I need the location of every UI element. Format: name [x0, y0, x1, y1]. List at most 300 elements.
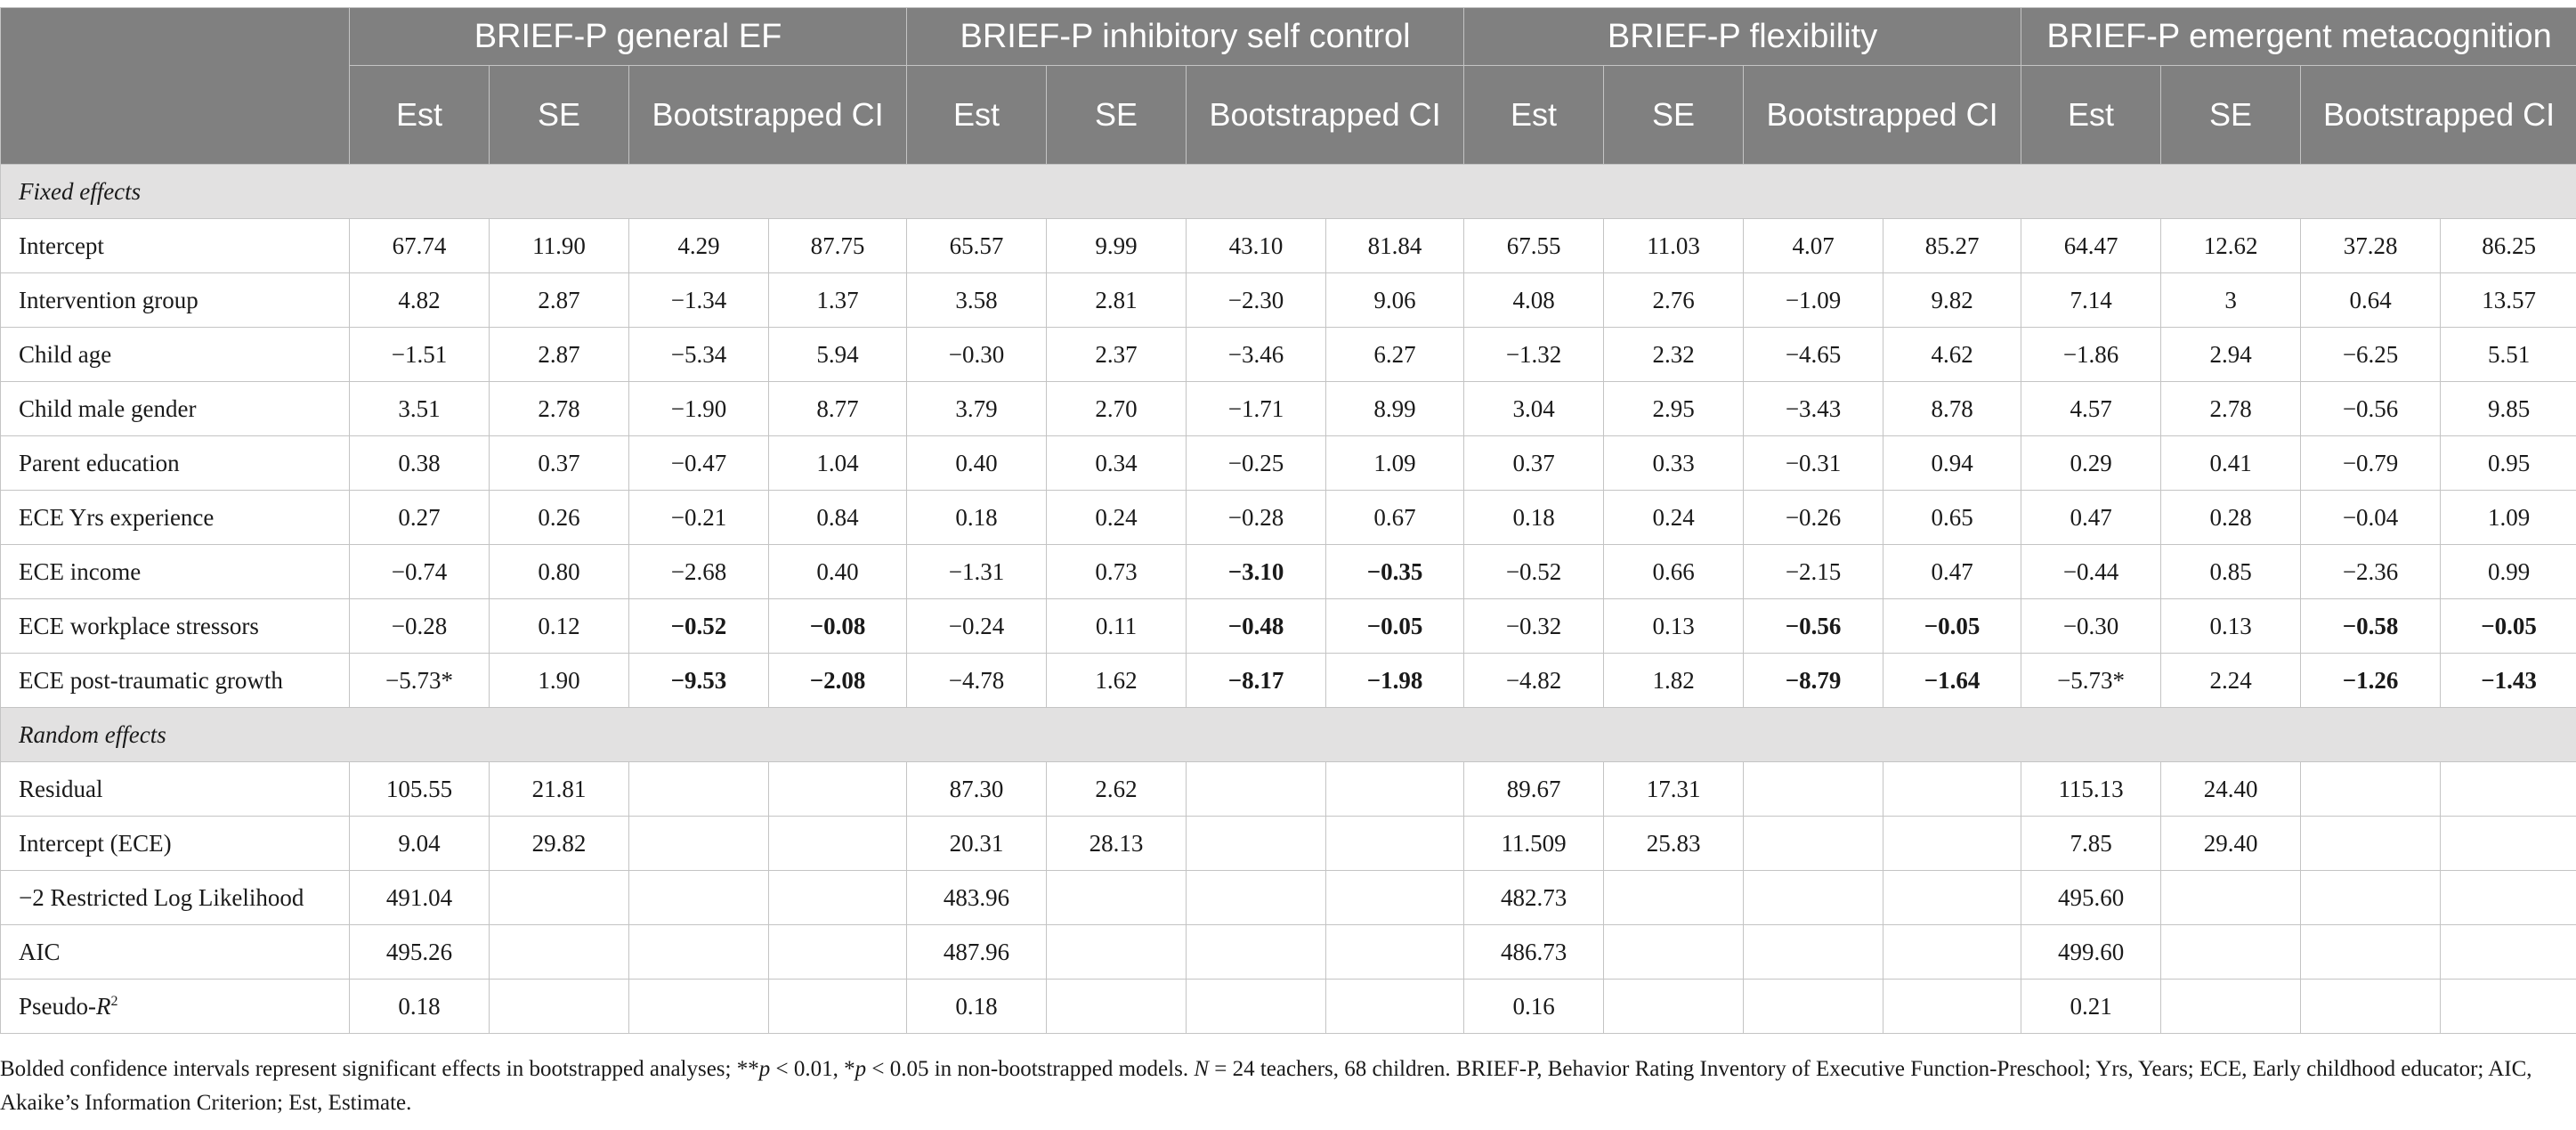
table-cell: −5.34: [629, 328, 769, 382]
table-cell: 0.34: [1047, 436, 1187, 491]
table-cell: −0.52: [629, 599, 769, 654]
results-table: [0, 7, 2576, 1034]
table-row: [1, 762, 2576, 817]
table-row: [1, 436, 2576, 491]
table-cell: 43.10: [1187, 219, 1326, 273]
row-label-text: Pseudo-: [19, 992, 96, 1020]
table-cell: −2.36: [2301, 545, 2441, 599]
table-cell: 0.41: [2161, 436, 2301, 491]
table-cell: −1.32: [1464, 328, 1604, 382]
table-cell: 8.78: [1883, 382, 2021, 436]
table-cell: 2.24: [2161, 654, 2301, 708]
table-cell: −0.05: [2441, 599, 2576, 654]
table-cell: −0.35: [1326, 545, 1464, 599]
table-cell: [769, 817, 907, 871]
table-cell: 87.75: [769, 219, 907, 273]
table-cell: −0.52: [1464, 545, 1604, 599]
table-cell: 0.13: [2161, 599, 2301, 654]
table-cell: [629, 762, 769, 817]
table-cell: 1.82: [1604, 654, 1744, 708]
row-label: [1, 219, 350, 273]
table-cell: 5.94: [769, 328, 907, 382]
table-cell: 0.65: [1883, 491, 2021, 545]
row-label-superscript: 2: [110, 993, 118, 1009]
table-cell: 5.51: [2441, 328, 2576, 382]
table-cell: [490, 871, 629, 925]
table-cell: 28.13: [1047, 817, 1187, 871]
table-cell: −4.82: [1464, 654, 1604, 708]
table-cell: −5.73*: [350, 654, 490, 708]
table-cell: 0.18: [907, 980, 1047, 1034]
table-cell: −1.71: [1187, 382, 1326, 436]
section-row-random: [1, 708, 2576, 762]
table-cell: 64.47: [2021, 219, 2161, 273]
table-cell: −4.65: [1744, 328, 1883, 382]
table-cell: 8.99: [1326, 382, 1464, 436]
table-cell: [1326, 925, 1464, 980]
table-cell: 2.78: [490, 382, 629, 436]
table-cell: [2441, 980, 2576, 1034]
table-cell: −1.51: [350, 328, 490, 382]
table-cell: [1187, 817, 1326, 871]
section-title: Random effects: [1, 708, 2576, 762]
table-cell: 9.82: [1883, 273, 2021, 328]
table-cell: 0.95: [2441, 436, 2576, 491]
table-cell: [1744, 762, 1883, 817]
table-cell: 3.58: [907, 273, 1047, 328]
table-cell: −0.56: [2301, 382, 2441, 436]
table-cell: −1.26: [2301, 654, 2441, 708]
col-header-se: SE: [1604, 66, 1744, 165]
table-cell: 3.51: [350, 382, 490, 436]
row-label-text: Child age: [19, 340, 112, 368]
row-label-text: Residual: [19, 775, 103, 802]
table-row: [1, 599, 2576, 654]
table-row: [1, 817, 2576, 871]
table-cell: [1187, 871, 1326, 925]
table-cell: 2.94: [2161, 328, 2301, 382]
table-cell: −5.73*: [2021, 654, 2161, 708]
footnote-text: < 0.01, *: [770, 1057, 855, 1081]
row-label-text: Intercept (ECE): [19, 829, 172, 857]
table-cell: 0.66: [1604, 545, 1744, 599]
table-cell: −0.56: [1744, 599, 1883, 654]
row-label-italic: R: [96, 992, 111, 1020]
table-row: [1, 980, 2576, 1034]
table-cell: 2.95: [1604, 382, 1744, 436]
table-cell: [629, 925, 769, 980]
table-cell: −0.30: [2021, 599, 2161, 654]
table-row: [1, 654, 2576, 708]
table-cell: 9.99: [1047, 219, 1187, 273]
table-cell: [2441, 762, 2576, 817]
row-label: [1, 273, 350, 328]
table-row: [1, 871, 2576, 925]
row-label-text: ECE post-traumatic growth: [19, 666, 283, 694]
table-cell: 0.85: [2161, 545, 2301, 599]
table-cell: −0.44: [2021, 545, 2161, 599]
table-cell: 0.26: [490, 491, 629, 545]
table-cell: 483.96: [907, 871, 1047, 925]
table-cell: 20.31: [907, 817, 1047, 871]
table-cell: 86.25: [2441, 219, 2576, 273]
col-header-ci: Bootstrapped CI: [1187, 66, 1464, 165]
group-header: BRIEF-P inhibitory self control: [907, 8, 1464, 66]
table-cell: 0.18: [350, 980, 490, 1034]
table-cell: [2301, 762, 2441, 817]
table-cell: 0.94: [1883, 436, 2021, 491]
table-cell: −1.31: [907, 545, 1047, 599]
table-cell: 24.40: [2161, 762, 2301, 817]
table-cell: [2161, 925, 2301, 980]
table-cell: −0.28: [350, 599, 490, 654]
table-cell: [1047, 980, 1187, 1034]
footnote-text: Bolded confidence intervals represent significant effects in bootstrapped analyses; **: [0, 1057, 759, 1081]
table-cell: −2.30: [1187, 273, 1326, 328]
table-row: [1, 545, 2576, 599]
col-header-se: SE: [490, 66, 629, 165]
col-header-ci: Bootstrapped CI: [629, 66, 907, 165]
table-cell: 482.73: [1464, 871, 1604, 925]
table-cell: 2.87: [490, 328, 629, 382]
table-row: [1, 491, 2576, 545]
footnote-text: = 24 teachers, 68 children. BRIEF-P, Behavior Rating Inventory of Executive Function-Preschool; Yrs, Years; ECE, Early childhood educator; AIC, Akaike’s Information Criterion; Est, Estimate.: [0, 1057, 2532, 1115]
table-cell: [2441, 871, 2576, 925]
table-cell: −1.86: [2021, 328, 2161, 382]
col-header-est: Est: [2021, 66, 2161, 165]
row-label-text: Intervention group: [19, 286, 198, 313]
table-cell: 0.38: [350, 436, 490, 491]
table-cell: [769, 762, 907, 817]
table-cell: 2.37: [1047, 328, 1187, 382]
table-cell: 0.13: [1604, 599, 1744, 654]
table-cell: −0.32: [1464, 599, 1604, 654]
row-label: [1, 382, 350, 436]
row-label-text: Intercept: [19, 232, 104, 259]
table-cell: [490, 925, 629, 980]
table-cell: 0.21: [2021, 980, 2161, 1034]
table-cell: 1.62: [1047, 654, 1187, 708]
table-cell: −0.08: [769, 599, 907, 654]
table-cell: 2.32: [1604, 328, 1744, 382]
table-cell: −0.24: [907, 599, 1047, 654]
table-cell: 491.04: [350, 871, 490, 925]
table-cell: 67.55: [1464, 219, 1604, 273]
table-cell: [2301, 871, 2441, 925]
table-cell: 0.18: [1464, 491, 1604, 545]
table-cell: 495.60: [2021, 871, 2161, 925]
table-cell: [769, 871, 907, 925]
table-cell: 37.28: [2301, 219, 2441, 273]
table-cell: 11.90: [490, 219, 629, 273]
table-cell: −0.21: [629, 491, 769, 545]
table-cell: [1604, 980, 1744, 1034]
table-cell: −1.98: [1326, 654, 1464, 708]
col-header-est: Est: [1464, 66, 1604, 165]
footnote-p: p: [758, 1057, 771, 1081]
row-label: [1, 817, 350, 871]
table-cell: 3.04: [1464, 382, 1604, 436]
row-label-text: Parent education: [19, 449, 180, 476]
table-cell: 8.77: [769, 382, 907, 436]
table-cell: 0.28: [2161, 491, 2301, 545]
table-cell: 0.64: [2301, 273, 2441, 328]
footnote-p: p: [855, 1057, 867, 1081]
table-cell: 4.08: [1464, 273, 1604, 328]
table-cell: 0.47: [2021, 491, 2161, 545]
table-cell: −0.25: [1187, 436, 1326, 491]
table-row: [1, 219, 2576, 273]
table-body: [1, 165, 2576, 1034]
row-label-text: ECE Yrs experience: [19, 503, 215, 531]
table-cell: 1.09: [1326, 436, 1464, 491]
table-cell: 0.84: [769, 491, 907, 545]
row-label-text: ECE income: [19, 557, 142, 585]
table-cell: 1.37: [769, 273, 907, 328]
table-cell: −0.28: [1187, 491, 1326, 545]
col-header-se: SE: [2161, 66, 2301, 165]
row-label-text: −2 Restricted Log Likelihood: [19, 883, 304, 911]
row-label: [1, 762, 350, 817]
table-cell: 65.57: [907, 219, 1047, 273]
table-cell: 9.04: [350, 817, 490, 871]
row-label: [1, 980, 350, 1034]
table-cell: [629, 871, 769, 925]
table-cell: 21.81: [490, 762, 629, 817]
table-cell: 4.07: [1744, 219, 1883, 273]
table-cell: 2.76: [1604, 273, 1744, 328]
table-header: [1, 8, 2576, 165]
table-cell: 3: [2161, 273, 2301, 328]
table-cell: 2.87: [490, 273, 629, 328]
table-cell: 2.70: [1047, 382, 1187, 436]
table-cell: 9.85: [2441, 382, 2576, 436]
group-header: BRIEF-P flexibility: [1464, 8, 2021, 66]
table-cell: 81.84: [1326, 219, 1464, 273]
table-cell: −0.48: [1187, 599, 1326, 654]
table-cell: −2.08: [769, 654, 907, 708]
table-cell: −0.05: [1883, 599, 2021, 654]
table-cell: 11.509: [1464, 817, 1604, 871]
section-row-fixed: [1, 165, 2576, 219]
table-cell: −0.74: [350, 545, 490, 599]
table-cell: −8.79: [1744, 654, 1883, 708]
table-cell: 4.57: [2021, 382, 2161, 436]
table-cell: 115.13: [2021, 762, 2161, 817]
table-cell: 487.96: [907, 925, 1047, 980]
table-cell: 89.67: [1464, 762, 1604, 817]
table-cell: −4.78: [907, 654, 1047, 708]
header-corner: [1, 8, 350, 165]
table-cell: 6.27: [1326, 328, 1464, 382]
table-cell: 4.82: [350, 273, 490, 328]
table-cell: 0.67: [1326, 491, 1464, 545]
row-label-text: AIC: [19, 938, 61, 965]
table-cell: 1.09: [2441, 491, 2576, 545]
table-cell: [1604, 925, 1744, 980]
table-cell: −0.79: [2301, 436, 2441, 491]
table-cell: 0.33: [1604, 436, 1744, 491]
table-cell: 29.40: [2161, 817, 2301, 871]
table-cell: [1326, 980, 1464, 1034]
table-cell: 4.62: [1883, 328, 2021, 382]
table-cell: −0.30: [907, 328, 1047, 382]
table-cell: −1.34: [629, 273, 769, 328]
table-row: [1, 925, 2576, 980]
row-label: [1, 491, 350, 545]
table-cell: 0.73: [1047, 545, 1187, 599]
table-cell: 9.06: [1326, 273, 1464, 328]
row-label: [1, 925, 350, 980]
table-cell: 499.60: [2021, 925, 2161, 980]
table-cell: [1604, 871, 1744, 925]
table-cell: 486.73: [1464, 925, 1604, 980]
table-cell: [1187, 980, 1326, 1034]
table-cell: 85.27: [1883, 219, 2021, 273]
row-label: [1, 436, 350, 491]
table-cell: −2.68: [629, 545, 769, 599]
table-cell: −9.53: [629, 654, 769, 708]
table-cell: 1.04: [769, 436, 907, 491]
table-cell: 13.57: [2441, 273, 2576, 328]
table-cell: 1.90: [490, 654, 629, 708]
col-header-ci: Bootstrapped CI: [1744, 66, 2021, 165]
table-cell: [490, 980, 629, 1034]
table-cell: 87.30: [907, 762, 1047, 817]
table-cell: [2161, 871, 2301, 925]
table-cell: [2301, 925, 2441, 980]
table-cell: [2441, 925, 2576, 980]
table-cell: −8.17: [1187, 654, 1326, 708]
table-cell: 3.79: [907, 382, 1047, 436]
table-cell: −1.43: [2441, 654, 2576, 708]
table-cell: −6.25: [2301, 328, 2441, 382]
table-cell: [1883, 817, 2021, 871]
row-label: [1, 328, 350, 382]
table-cell: 67.74: [350, 219, 490, 273]
table-row: [1, 382, 2576, 436]
table-cell: [1883, 762, 2021, 817]
table-cell: 4.29: [629, 219, 769, 273]
row-label: [1, 545, 350, 599]
col-header-est: Est: [907, 66, 1047, 165]
row-label-text: Child male gender: [19, 394, 197, 422]
col-header-est: Est: [350, 66, 490, 165]
col-header-ci: Bootstrapped CI: [2301, 66, 2576, 165]
table-cell: 0.40: [907, 436, 1047, 491]
table-cell: [1883, 980, 2021, 1034]
table-cell: −0.47: [629, 436, 769, 491]
table-cell: 0.12: [490, 599, 629, 654]
table-cell: [1883, 925, 2021, 980]
table-cell: 2.62: [1047, 762, 1187, 817]
table-cell: 0.37: [1464, 436, 1604, 491]
group-header: BRIEF-P emergent metacognition: [2021, 8, 2576, 66]
table-cell: [1744, 925, 1883, 980]
row-label: [1, 871, 350, 925]
table-cell: [1047, 871, 1187, 925]
table-cell: 0.16: [1464, 980, 1604, 1034]
table-cell: [2441, 817, 2576, 871]
table-cell: 0.40: [769, 545, 907, 599]
table-cell: [1744, 871, 1883, 925]
table-cell: [1744, 980, 1883, 1034]
table-cell: −1.90: [629, 382, 769, 436]
footnote-text: < 0.05 in non-bootstrapped models.: [866, 1057, 1195, 1081]
table-cell: −0.58: [2301, 599, 2441, 654]
table-cell: −2.15: [1744, 545, 1883, 599]
table-cell: 29.82: [490, 817, 629, 871]
table-cell: 11.03: [1604, 219, 1744, 273]
table-footnote: [0, 1053, 2564, 1120]
section-title: Fixed effects: [1, 165, 2576, 219]
table-cell: [1744, 817, 1883, 871]
footnote-n: N: [1194, 1057, 1210, 1081]
table-cell: 0.27: [350, 491, 490, 545]
table-cell: [1326, 762, 1464, 817]
table-cell: 0.24: [1047, 491, 1187, 545]
table-cell: −0.04: [2301, 491, 2441, 545]
table-cell: [2301, 980, 2441, 1034]
table-cell: [769, 925, 907, 980]
table-cell: 0.80: [490, 545, 629, 599]
table-cell: 0.29: [2021, 436, 2161, 491]
table-cell: 0.24: [1604, 491, 1744, 545]
table-cell: −0.05: [1326, 599, 1464, 654]
table-cell: 25.83: [1604, 817, 1744, 871]
table-cell: −0.26: [1744, 491, 1883, 545]
row-label: [1, 654, 350, 708]
table-cell: [2161, 980, 2301, 1034]
table-cell: 7.14: [2021, 273, 2161, 328]
table-cell: 0.37: [490, 436, 629, 491]
table-cell: 2.81: [1047, 273, 1187, 328]
table-cell: [1883, 871, 2021, 925]
table-cell: 17.31: [1604, 762, 1744, 817]
table-cell: −0.31: [1744, 436, 1883, 491]
table-cell: [629, 980, 769, 1034]
table-cell: −3.43: [1744, 382, 1883, 436]
table-cell: −1.64: [1883, 654, 2021, 708]
table-cell: −1.09: [1744, 273, 1883, 328]
table-cell: 105.55: [350, 762, 490, 817]
table-cell: [1326, 817, 1464, 871]
table-cell: 0.99: [2441, 545, 2576, 599]
table-cell: 0.11: [1047, 599, 1187, 654]
row-label-text: ECE workplace stressors: [19, 612, 259, 639]
row-label: [1, 599, 350, 654]
table-cell: [1187, 925, 1326, 980]
table-row: [1, 273, 2576, 328]
table-cell: [1047, 925, 1187, 980]
table-cell: 12.62: [2161, 219, 2301, 273]
col-header-se: SE: [1047, 66, 1187, 165]
table-cell: [1187, 762, 1326, 817]
table-cell: 0.18: [907, 491, 1047, 545]
table-cell: [629, 817, 769, 871]
table-cell: [1326, 871, 1464, 925]
table-row: [1, 328, 2576, 382]
table-cell: 495.26: [350, 925, 490, 980]
table-cell: −3.46: [1187, 328, 1326, 382]
table-cell: [2301, 817, 2441, 871]
group-header: BRIEF-P general EF: [350, 8, 907, 66]
table-cell: −3.10: [1187, 545, 1326, 599]
table-cell: [769, 980, 907, 1034]
table-cell: 7.85: [2021, 817, 2161, 871]
table-cell: 2.78: [2161, 382, 2301, 436]
table-cell: 0.47: [1883, 545, 2021, 599]
